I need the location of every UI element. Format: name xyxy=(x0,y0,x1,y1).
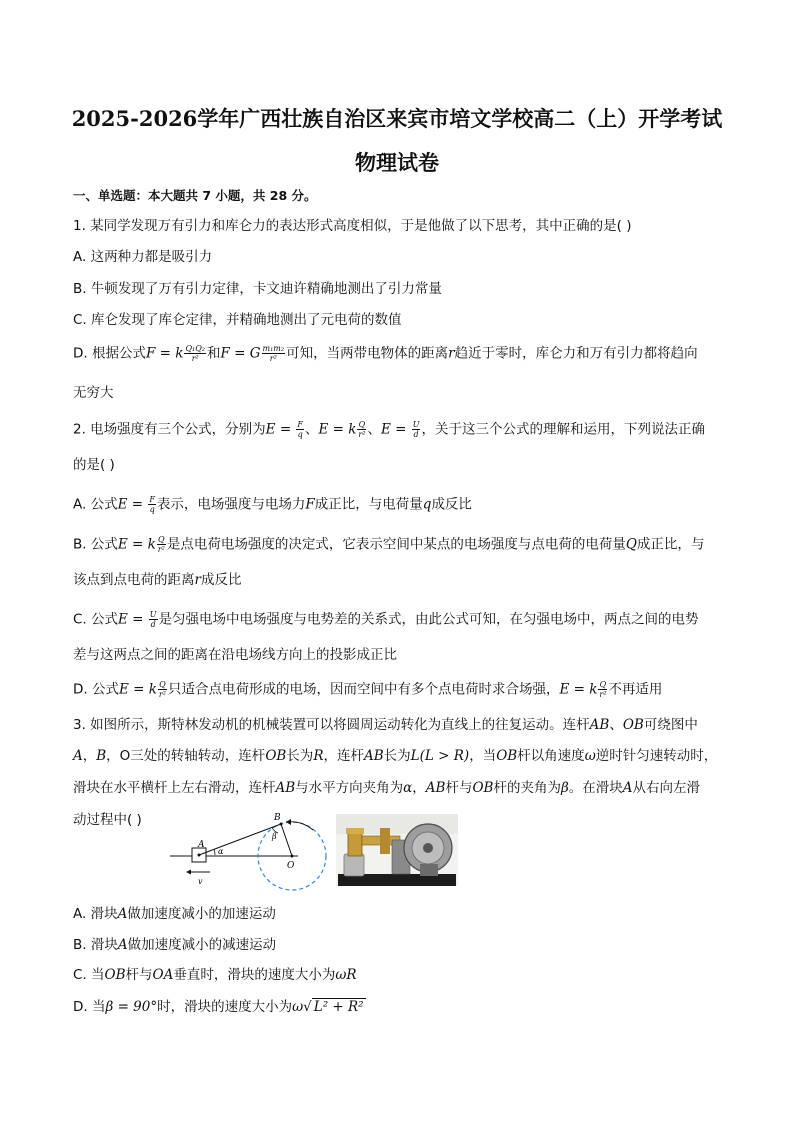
q3-stem-line2: A，B，O三处的转轴转动，连杆OB长为R，连杆AB长为L(L > R)，当OB杆以角速度ω逆时针匀速转动时， xyxy=(73,748,718,764)
velocity-arrowhead-icon xyxy=(186,870,191,875)
q3-option-d: D. 当β = 90°时，滑块的速度大小为ω√ L² + R² xyxy=(73,999,364,1015)
exam-title-line2: 物理试卷 xyxy=(355,150,439,175)
label-o: O xyxy=(287,861,295,871)
mechanism-diagram xyxy=(168,806,333,892)
coulomb-formula-lhs: F = k xyxy=(145,345,184,362)
q3-stem-line4: 动过程中( ) xyxy=(73,812,142,828)
alpha-arc xyxy=(214,849,215,855)
q3-option-a: A. 滑块A做加速度减小的加速运动 xyxy=(73,906,276,922)
pivot-o xyxy=(291,855,294,858)
q1-option-d-cont: 无穷大 xyxy=(73,385,114,401)
e-field-fraction-1: $\frac{F}{q}$ xyxy=(297,420,303,439)
label-a: A xyxy=(198,840,205,850)
label-alpha: α xyxy=(218,847,224,856)
q1-option-d: D. 根据公式F = k $\frac{\text{Q₁Q₂}}{\text{r²}}$ 和F = G $\frac{\text{m₁m₂}}{\text{r²}}$ 可知，当两带电物体的距离r趋近于零时，库仑力和万有引力都将趋向 xyxy=(73,344,698,363)
q1-d-text: D. 根据公式 xyxy=(73,345,146,362)
rod-ob xyxy=(281,824,292,856)
label-b: B xyxy=(274,813,281,823)
e-field-fraction-3: $\frac{U}{d}$ xyxy=(412,420,420,439)
pivot-a xyxy=(198,854,201,857)
q3-stem-line1: 3. 如图所示，斯特林发动机的机械装置可以将圆周运动转化为直线上的往复运动。连杆AB、OB可绕图中 xyxy=(73,717,698,733)
coulomb-fraction: $\frac{\text{Q₁Q₂}}{\text{r²}}$ xyxy=(185,344,205,363)
q1-option-c: C. 库仑发现了库仑定律，并精确地测出了元电荷的数值 xyxy=(73,312,402,328)
q2-stem: 2. 电场强度有三个公式，分别为E = $\frac{F}{q}$ 、E = k $\frac{Q}{\text{r²}}$ 、E = $\frac{U}{d}$ ，关于这三个公式的理解和运用，下列说法正确 xyxy=(73,420,705,439)
gravity-fraction: $\frac{\text{m₁m₂}}{\text{r²}}$ xyxy=(262,344,285,363)
exam-title-line1: 2025-2026学年广西壮族自治区来宾市培文学校高二（上）开学考试 xyxy=(71,106,723,131)
gravity-formula-lhs: F = G xyxy=(220,345,261,362)
rod-ab xyxy=(199,824,281,855)
q2-option-a: A. 公式E = $\frac{F}{q}$ 表示，电场强度与电场力F成正比，与电荷量q成反比 xyxy=(73,495,472,514)
section-heading: 一、单选题：本大题共 7 小题，共 28 分。 xyxy=(73,188,317,203)
e-field-fraction-2: $\frac{Q}{\text{r²}}$ xyxy=(358,420,366,439)
q2-option-d: D. 公式E = k $\frac{Q}{\text{r²}}$ 只适合点电荷形成的电场，因而空间中有多个点电荷时求合场强，E = k $\frac{Q}{\text{r²}}$ 不再适用 xyxy=(73,680,663,699)
q1-stem: 1. 某同学发现万有引力和库仑力的表达形式高度相似，于是他做了以下思考，其中正确的是( ) xyxy=(73,218,632,234)
stirling-engine-photo xyxy=(336,814,458,886)
q2-option-b-cont: 该点到点电荷的距离r成反比 xyxy=(73,572,242,588)
sqrt-expression: √ L² + R² xyxy=(303,999,364,1015)
q3-option-b: B. 滑块A做加速度减小的减速运动 xyxy=(73,937,277,953)
rotation-arrow-icon xyxy=(286,819,291,825)
q2-option-c: C. 公式E = $\frac{U}{d}$ 是匀强电场中电场强度与电势差的关系式，由此公式可知，在匀强电场中，两点之间的电势 xyxy=(73,610,699,629)
label-v: v xyxy=(198,877,203,886)
q3-option-c: C. 当OB杆与OA垂直时，滑块的速度大小为ωR xyxy=(73,967,357,983)
q3-stem-line3: 滑块在水平横杆上左右滑动，连杆AB与水平方向夹角为α，AB杆与OB杆的夹角为β。在滑块A从右向左滑 xyxy=(73,780,701,796)
label-beta: β xyxy=(272,832,277,841)
q1-option-b: B. 牛顿发现了万有引力定律，卡文迪许精确地测出了引力常量 xyxy=(73,281,442,297)
q2-option-c-cont: 差与这两点之间的距离在沿电场线方向上的投影成正比 xyxy=(73,647,397,663)
q1-option-a: A. 这两种力都是吸引力 xyxy=(73,249,213,265)
q2-stem-cont: 的是( ) xyxy=(73,457,115,473)
q2-option-b: B. 公式E = k $\frac{Q}{\text{r²}}$ 是点电荷电场强度的决定式，它表示空间中某点的电场强度与点电荷的电荷量Q成正比，与 xyxy=(73,535,705,554)
